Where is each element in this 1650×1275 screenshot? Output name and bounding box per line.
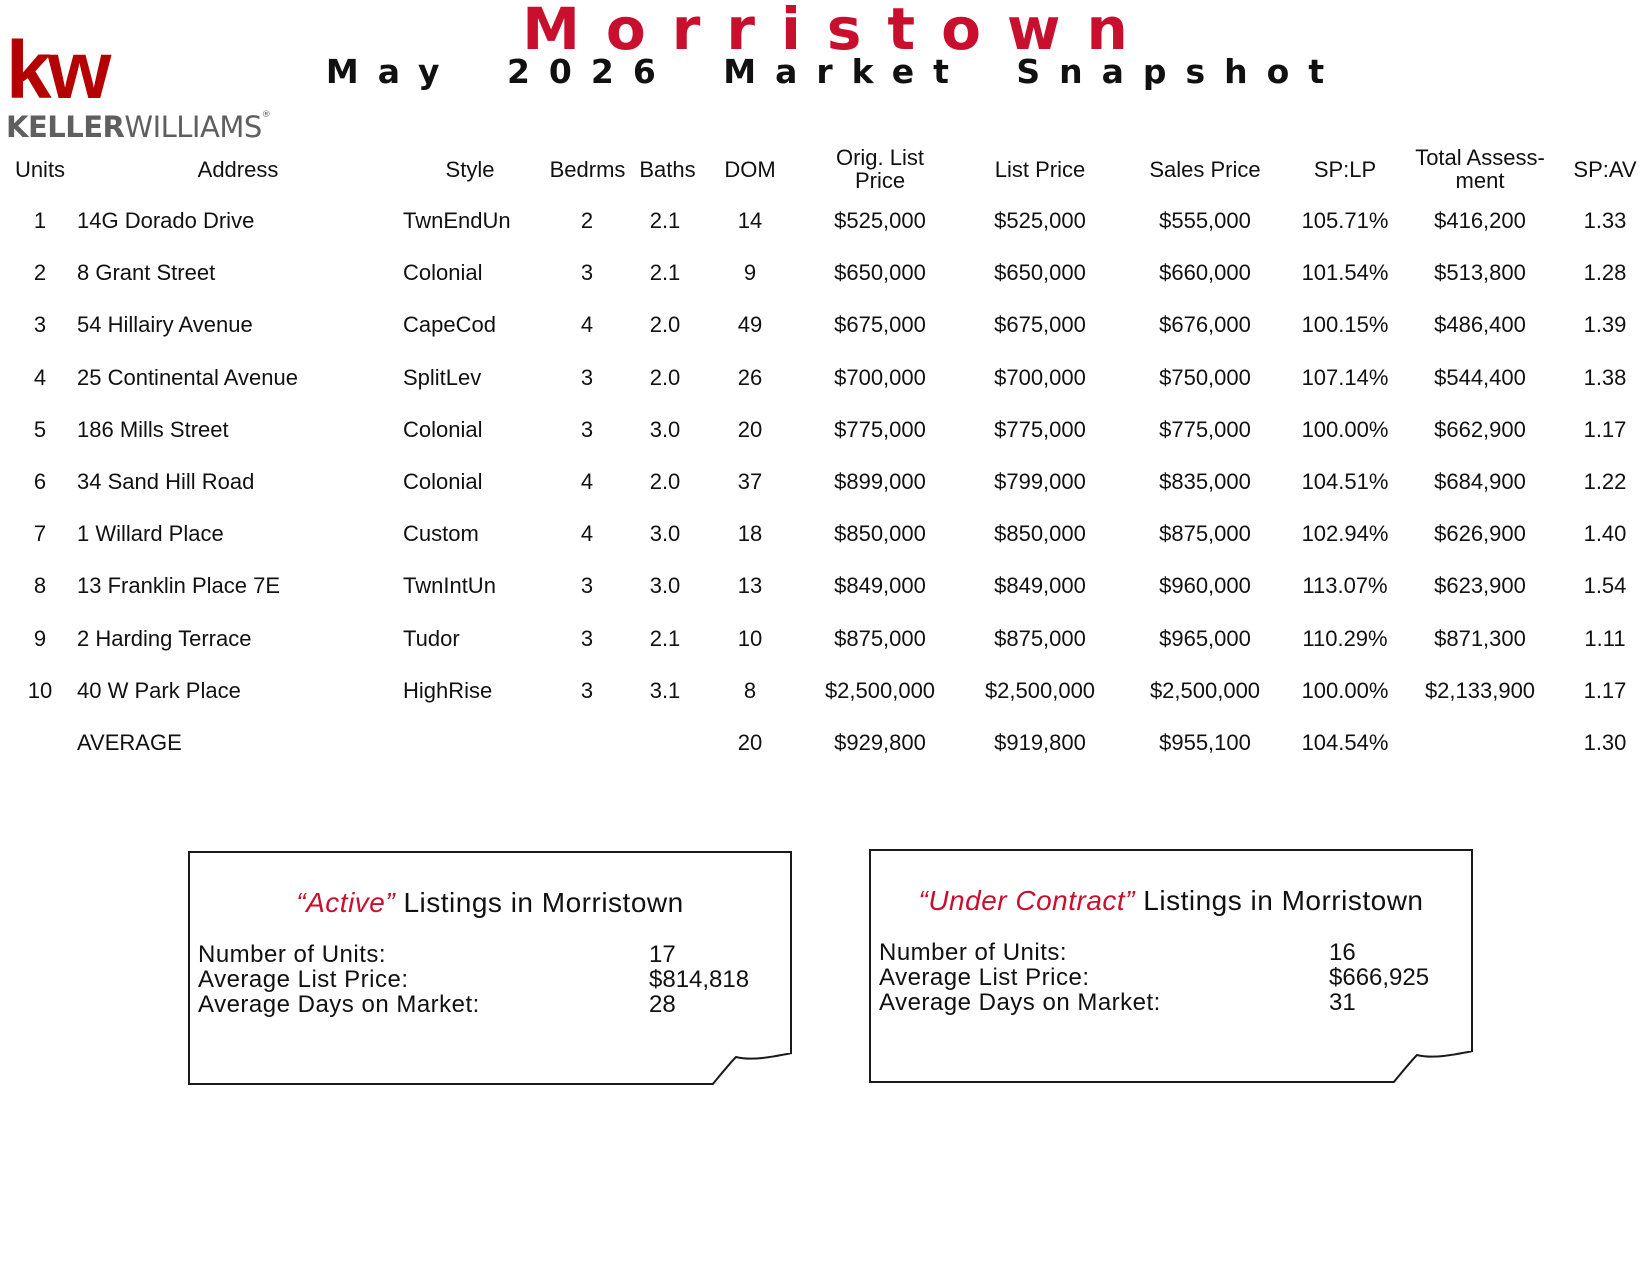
cell-assessment: $2,133,900	[1424, 677, 1536, 703]
cell-sp-av: 1.40	[1583, 521, 1627, 547]
active-listings-card	[188, 851, 792, 1085]
reg-mark: ®	[261, 110, 271, 120]
cell-unit: 5	[33, 416, 47, 442]
col-orig-list-line1: Orig. List	[835, 145, 925, 170]
contract-price-label: Average List Price:	[879, 964, 1090, 991]
contract-units-label: Number of Units:	[879, 939, 1068, 966]
cell-address: 8 Grant Street	[77, 260, 216, 286]
cell-sp-av: 1.54	[1583, 573, 1627, 599]
cell-bedrooms: 3	[580, 260, 594, 286]
cell-sp-lp: 105.71%	[1301, 208, 1389, 233]
cell-dom: 13	[737, 573, 763, 599]
cell-address: 1 Willard Place	[77, 521, 224, 547]
cell-orig-list: $775,000	[834, 416, 926, 442]
cell-bedrooms: 3	[580, 573, 594, 599]
cell-average-sp-av: 1.30	[1583, 730, 1627, 755]
cell-assessment: $662,900	[1434, 416, 1526, 442]
cell-unit: 10	[27, 677, 53, 703]
cell-sales-price: $875,000	[1159, 521, 1251, 547]
page-subtitle: May 2026 Market Snapshot	[325, 52, 1344, 91]
cell-assessment: $544,400	[1434, 364, 1526, 390]
contract-units-value: 16	[1329, 939, 1356, 966]
cell-style: HighRise	[403, 677, 493, 703]
cell-sp-lp: 113.07%	[1302, 573, 1388, 599]
cell-orig-list: $700,000	[834, 364, 926, 390]
active-units-value: 17	[649, 941, 676, 968]
kw-brand-name	[6, 110, 270, 144]
cell-sales-price: $2,500,000	[1149, 677, 1261, 703]
cell-baths: 2.0	[649, 469, 681, 494]
cell-style: CapeCod	[403, 312, 496, 338]
cell-unit: 6	[33, 469, 47, 494]
cell-average-sp-lp: 104.54%	[1301, 730, 1389, 755]
cell-sp-lp: 100.15%	[1301, 312, 1389, 338]
cell-list-price: $650,000	[994, 260, 1086, 286]
cell-unit: 8	[33, 573, 47, 599]
cell-bedrooms: 3	[580, 625, 594, 651]
col-assessment-line2: ment	[1455, 168, 1505, 193]
cell-list-price: $775,000	[994, 416, 1086, 442]
cell-average-label: AVERAGE	[77, 730, 182, 755]
col-dom: DOM	[724, 157, 776, 182]
cell-sales-price: $965,000	[1159, 625, 1251, 651]
cell-sp-lp: 100.00%	[1301, 677, 1389, 703]
page-curl-icon	[1393, 1051, 1473, 1083]
cell-sales-price: $775,000	[1159, 416, 1251, 442]
col-address: Address	[197, 157, 279, 182]
cell-sp-lp: 100.00%	[1301, 416, 1389, 442]
cell-bedrooms: 3	[580, 677, 594, 703]
cell-dom: 26	[737, 364, 763, 390]
cell-bedrooms: 3	[580, 364, 594, 390]
cell-sp-lp: 104.51%	[1301, 469, 1389, 494]
cell-average-sales-price: $955,100	[1159, 730, 1251, 755]
cell-baths: 2.1	[649, 625, 681, 651]
cell-style: TwnIntUn	[403, 573, 496, 599]
cell-bedrooms: 2	[580, 208, 594, 233]
cell-list-price: $849,000	[994, 573, 1086, 599]
cell-sales-price: $660,000	[1159, 260, 1251, 286]
cell-assessment: $626,900	[1434, 521, 1526, 547]
cell-dom: 20	[737, 416, 763, 442]
cell-average-orig-list: $929,800	[834, 730, 926, 755]
cell-sp-av: 1.17	[1583, 677, 1627, 703]
cell-assessment: $871,300	[1434, 625, 1526, 651]
cell-style: Tudor	[403, 625, 460, 651]
cell-style: TwnEndUn	[403, 208, 511, 233]
cell-assessment: $623,900	[1434, 573, 1526, 599]
cell-sales-price: $750,000	[1159, 364, 1251, 390]
cell-address: 34 Sand Hill Road	[77, 469, 255, 494]
cell-address: 13 Franklin Place 7E	[77, 573, 280, 599]
cell-style: Custom	[403, 521, 479, 547]
col-list-price: List Price	[994, 157, 1086, 182]
active-units-label: Number of Units:	[198, 941, 387, 968]
cell-style: Colonial	[403, 469, 483, 494]
brand-light: WILLIAMS	[124, 110, 262, 144]
cell-orig-list: $675,000	[834, 312, 926, 338]
cell-address: 54 Hillairy Avenue	[77, 312, 253, 338]
active-price-value: $814,818	[649, 966, 750, 993]
cell-dom: 14	[737, 208, 763, 233]
active-dom-label: Average Days on Market:	[198, 991, 480, 1018]
cell-sp-lp: 102.94%	[1301, 521, 1389, 547]
cell-list-price: $700,000	[994, 364, 1086, 390]
col-units: Units	[14, 157, 66, 182]
cell-sp-av: 1.33	[1583, 208, 1627, 233]
cell-sp-av: 1.28	[1583, 260, 1627, 286]
cell-baths: 3.0	[649, 416, 681, 442]
contract-card-title-rest: Listings in Morristown	[1135, 885, 1424, 916]
active-card-title	[190, 887, 790, 919]
cell-sp-av: 1.39	[1583, 312, 1627, 338]
cell-sales-price: $676,000	[1159, 312, 1251, 338]
cell-dom: 10	[737, 625, 763, 651]
cell-address: 2 Harding Terrace	[77, 625, 252, 651]
cell-sales-price: $555,000	[1159, 208, 1251, 233]
contract-card-title-em: “Under Contract”	[918, 885, 1136, 916]
cell-dom: 8	[743, 677, 757, 703]
contract-card-title	[871, 885, 1471, 917]
page-title: Morristown	[522, 0, 1154, 63]
cell-sales-price: $835,000	[1159, 469, 1251, 494]
active-card-title-em: “Active”	[296, 887, 396, 918]
cell-list-price: $799,000	[994, 469, 1086, 494]
col-bedrooms: Bedrms	[549, 157, 626, 182]
col-style: Style	[445, 157, 495, 182]
active-price-label: Average List Price:	[198, 966, 409, 993]
cell-bedrooms: 3	[580, 416, 594, 442]
cell-average-list-price: $919,800	[994, 730, 1086, 755]
col-assessment-line1: Total Assess-	[1415, 145, 1545, 170]
cell-sp-av: 1.38	[1583, 364, 1627, 390]
cell-dom: 49	[737, 312, 763, 338]
contract-dom-label: Average Days on Market:	[879, 989, 1161, 1016]
cell-bedrooms: 4	[580, 469, 594, 494]
cell-baths: 2.1	[649, 260, 681, 286]
cell-list-price: $850,000	[994, 521, 1086, 547]
cell-assessment: $513,800	[1434, 260, 1526, 286]
cell-unit: 2	[33, 260, 47, 286]
cell-list-price: $2,500,000	[984, 677, 1096, 703]
cell-orig-list: $650,000	[834, 260, 926, 286]
cell-unit: 3	[33, 312, 47, 338]
active-card-title-rest: Listings in Morristown	[395, 887, 684, 918]
cell-style: SplitLev	[403, 364, 482, 390]
cell-list-price: $525,000	[994, 208, 1086, 233]
cell-sp-av: 1.22	[1583, 469, 1627, 494]
col-sales-price: Sales Price	[1149, 157, 1261, 182]
cell-dom: 37	[737, 469, 763, 494]
cell-address: 25 Continental Avenue	[77, 364, 298, 390]
cell-average-dom: 20	[737, 730, 763, 755]
cell-bedrooms: 4	[580, 312, 594, 338]
cell-orig-list: $899,000	[834, 469, 926, 494]
contract-price-value: $666,925	[1329, 964, 1430, 991]
cell-unit: 7	[33, 521, 47, 547]
cell-orig-list: $850,000	[834, 521, 926, 547]
cell-baths: 2.1	[649, 208, 681, 233]
contract-dom-value: 31	[1329, 989, 1356, 1016]
brand-bold: KELLER	[6, 110, 125, 144]
col-sp-av: SP:AV	[1573, 157, 1637, 182]
cell-bedrooms: 4	[580, 521, 594, 547]
cell-orig-list: $849,000	[834, 573, 926, 599]
cell-sales-price: $960,000	[1159, 573, 1251, 599]
cell-baths: 3.1	[649, 677, 681, 703]
col-sp-lp: SP:LP	[1313, 157, 1377, 182]
cell-orig-list: $2,500,000	[824, 677, 936, 703]
cell-sp-av: 1.17	[1583, 416, 1627, 442]
cell-dom: 9	[743, 260, 757, 286]
cell-orig-list: $525,000	[834, 208, 926, 233]
cell-address: 186 Mills Street	[77, 416, 229, 442]
cell-sp-av: 1.11	[1584, 625, 1626, 651]
cell-list-price: $675,000	[994, 312, 1086, 338]
cell-style: Colonial	[403, 260, 483, 286]
cell-assessment: $416,200	[1434, 208, 1526, 233]
cell-unit: 4	[33, 364, 47, 390]
cell-baths: 3.0	[649, 573, 681, 599]
kw-initials: kw	[6, 25, 108, 116]
cell-style: Colonial	[403, 416, 483, 442]
cell-sp-lp: 110.29%	[1302, 625, 1388, 651]
cell-sp-lp: 107.14%	[1301, 364, 1389, 390]
cell-assessment: $486,400	[1434, 312, 1526, 338]
cell-unit: 9	[33, 625, 47, 651]
cell-unit: 1	[33, 208, 47, 233]
cell-baths: 2.0	[649, 364, 681, 390]
cell-orig-list: $875,000	[834, 625, 926, 651]
under-contract-listings-card	[869, 849, 1473, 1083]
cell-address: 40 W Park Place	[77, 677, 241, 703]
cell-assessment: $684,900	[1434, 469, 1526, 494]
cell-baths: 3.0	[649, 521, 681, 547]
cell-dom: 18	[737, 521, 763, 547]
cell-sp-lp: 101.54%	[1301, 260, 1389, 286]
col-orig-list-line2: Price	[854, 168, 906, 193]
page-curl-icon	[712, 1053, 792, 1085]
cell-baths: 2.0	[649, 312, 681, 338]
cell-list-price: $875,000	[994, 625, 1086, 651]
active-dom-value: 28	[649, 991, 676, 1018]
cell-address: 14G Dorado Drive	[77, 208, 255, 233]
col-baths: Baths	[639, 157, 696, 182]
